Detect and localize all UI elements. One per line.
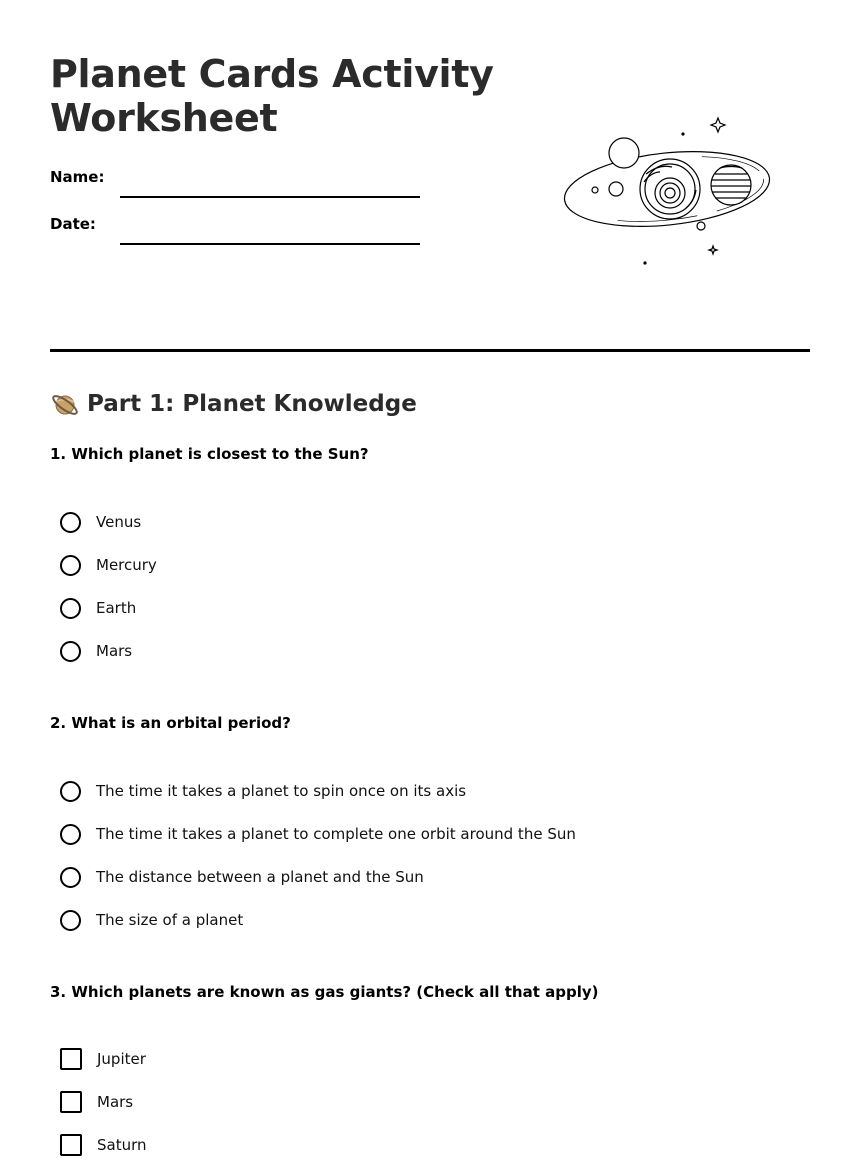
part1-heading (50, 388, 417, 420)
section-divider (50, 349, 810, 352)
radio-button[interactable] (60, 781, 81, 802)
radio-button[interactable] (60, 512, 81, 533)
q1-option-venus[interactable] (60, 509, 141, 535)
name-input[interactable] (120, 182, 420, 198)
option-label: The time it takes a planet to spin once on its axis (96, 782, 467, 800)
radio-button[interactable] (60, 867, 81, 888)
solar-system-illustration (560, 112, 780, 272)
checkbox[interactable] (60, 1134, 82, 1156)
title-line-1: Planet Cards Activity (50, 52, 494, 96)
radio-button[interactable] (60, 555, 81, 576)
option-label: Mars (97, 1093, 134, 1111)
name-field-row (50, 162, 430, 192)
star-icon (711, 118, 725, 132)
moon-large-circle (609, 138, 639, 168)
option-label: The size of a planet (96, 911, 244, 929)
moon-small-circle (609, 182, 623, 196)
option-label: The distance between a planet and the Sun (96, 868, 424, 886)
title-line-2: Worksheet (50, 96, 278, 140)
date-field-row (50, 209, 430, 239)
q1-option-earth[interactable] (60, 595, 136, 621)
star-dot (644, 262, 646, 264)
option-label: Mercury (96, 556, 157, 574)
option-label: Mars (96, 642, 133, 660)
star-dot (682, 133, 684, 135)
q2-option-spin[interactable] (60, 778, 466, 804)
question-3: 3. Which planets are known as gas giants? (Check all that apply) (50, 983, 599, 1001)
checkbox[interactable] (60, 1091, 82, 1113)
q3-option-saturn[interactable] (60, 1132, 147, 1158)
checkbox[interactable] (60, 1048, 82, 1070)
q1-option-mars[interactable] (60, 638, 132, 664)
option-label: Venus (96, 513, 142, 531)
radio-button[interactable] (60, 598, 81, 619)
q2-option-distance[interactable] (60, 864, 424, 890)
option-label: Saturn (97, 1136, 147, 1154)
q2-option-orbit[interactable] (60, 821, 576, 847)
radio-button[interactable] (60, 641, 81, 662)
question-2: 2. What is an orbital period? (50, 714, 291, 732)
worksheet-title (50, 52, 530, 140)
part1-heading-text: Part 1: Planet Knowledge (87, 391, 417, 417)
name-label: Name: (50, 168, 105, 186)
q1-option-mercury[interactable] (60, 552, 157, 578)
option-label: The time it takes a planet to complete one orbit around the Sun (96, 825, 576, 843)
option-label: Jupiter (97, 1050, 146, 1068)
star-icon (709, 246, 717, 254)
date-label: Date: (50, 215, 96, 233)
big-planet-icon (640, 159, 700, 219)
option-label: Earth (96, 599, 137, 617)
striped-planet-icon (711, 165, 751, 205)
q2-option-size[interactable] (60, 907, 243, 933)
q3-option-mars[interactable] (60, 1089, 133, 1115)
moon-bottom-circle (697, 222, 705, 230)
radio-button[interactable] (60, 910, 81, 931)
ringed-planet-icon (50, 389, 80, 419)
question-1: 1. Which planet is closest to the Sun? (50, 445, 369, 463)
radio-button[interactable] (60, 824, 81, 845)
q3-option-jupiter[interactable] (60, 1046, 146, 1072)
date-input[interactable] (120, 229, 420, 245)
moon-tiny-circle (592, 187, 598, 193)
